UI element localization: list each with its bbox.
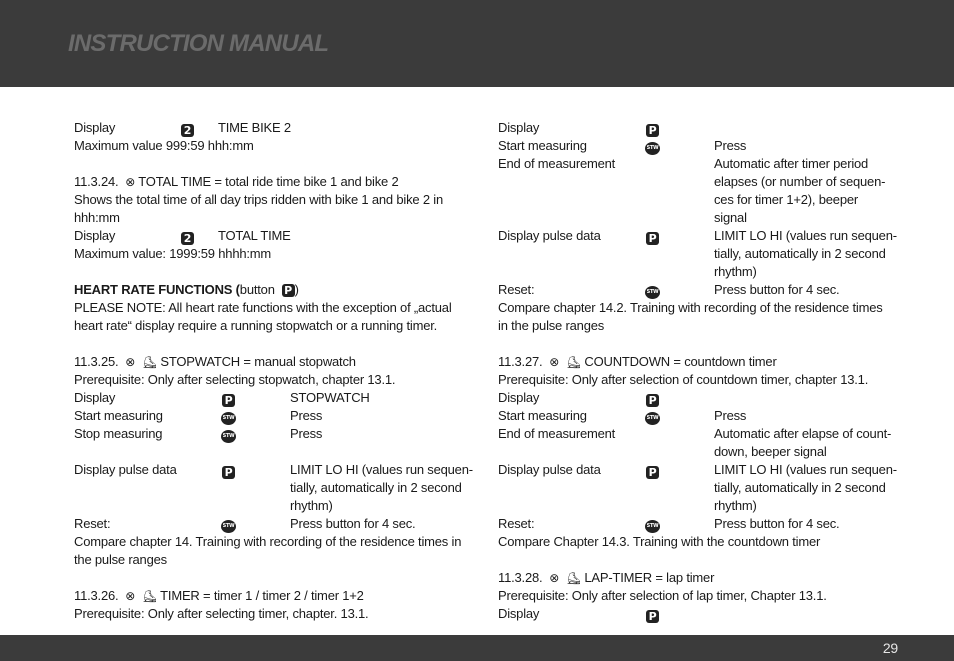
timer-pulse-row: Display pulse data P LIMIT LO HI (values run sequen- tially, automatically in 2 second rhythm): [498, 228, 897, 279]
countdown-end-row: End of measurement Automatic after elapse of count- down, beeper signal: [498, 426, 892, 459]
right-column: Display P Start measuring STW Press End of measurement Automatic after timer period elapses (or number of sequen- ces for timer 1+2), beeper signal Display pulse data P LIMIT LO HI (values run sequen- tially, automatically in 2 second rhythm) Reset: STW Press button for 4 sec. Compare chapter 14.2. Training with recording of the residence times in the pulse ranges 11.3.27. ⊗ ⛸ COUNTDOWN = countdown timer Prerequisite: Only after selection of countdown timer, chapter 13.1. Display P Start measuring STW Press End of measurement Automatic after elapse of count- down, beeper signal Display pulse data P LIMIT LO HI (values run sequen- tially, automatically in 2 second rhythm) Reset: STW Press button for 4 sec. Compare Chapter 14.3. Training with the countdown timer 11.3.28. ⊗ ⛸ LAP-TIMER = lap timer Prerequisite: Only after selection of lap timer, Chapter 13.1. Display P: [498, 120, 897, 624]
pulse-icon: P: [282, 284, 295, 297]
stw-icon: STW: [645, 410, 660, 425]
countdown-display-row: Display P: [498, 389, 898, 407]
stopwatch-display-row: Display P STOPWATCH: [74, 390, 370, 408]
clock-icon: ⊗: [549, 571, 560, 585]
stw-icon: STW: [221, 410, 236, 425]
display-bike2-row: Display 2 TIME BIKE 2: [74, 120, 291, 138]
pulse-icon: P: [646, 608, 659, 623]
shoe-icon: ⛸: [141, 589, 157, 603]
stopwatch-stop-row: Stop measuring STW Press: [74, 425, 474, 443]
clock-icon: ⊗: [125, 175, 136, 189]
timer-display-row: Display P: [498, 119, 898, 137]
page-number: 29: [882, 640, 898, 656]
bike2-icon: 2: [181, 122, 194, 137]
shoe-icon: ⛸: [565, 571, 581, 585]
pulse-icon: P: [222, 392, 235, 407]
stw-icon: STW: [645, 140, 660, 155]
section-11-3-28: 11.3.28. ⊗ ⛸ LAP-TIMER = lap timer: [498, 570, 715, 585]
section-11-3-27: 11.3.27. ⊗ ⛸ COUNTDOWN = countdown timer: [498, 354, 777, 369]
countdown-pulse-row: Display pulse data P LIMIT LO HI (values run sequen- tially, automatically in 2 second rhythm): [498, 462, 897, 513]
stopwatch-reset-row: Reset: STW Press button for 4 sec.: [74, 515, 474, 533]
pulse-icon: P: [646, 464, 659, 479]
pulse-icon: P: [646, 122, 659, 137]
bike2-icon: 2: [181, 230, 194, 245]
left-column: Display 2 TIME BIKE 2 Maximum value 999:59 hhh:mm 11.3.24. ⊗ TOTAL TIME = total ride time bike 1 and bike 2 Shows the total time of all day trips ridden with bike 1 and bike 2 in hhh:mm Display 2 TOTAL TIME Maximum value: 1999:59 hhhh:mm HEART RATE FUNCTIONS (button P ) PLEASE NOTE: All heart rate functions with the exception of „actual heart rate“ display require a running stopwatch or a running timer. 11.3.25. ⊗ ⛸ STOPWATCH = manual stopwatch Prerequisite: Only after selecting stopwatch, chapter 13.1. Display P STOPWATCH Start measuring STW Press Stop measuring STW Press Display pulse data P LIMIT LO HI (values run sequen- tially, automatically in 2 second rhythm) Reset: STW Press button for 4 sec. Compare chapter 14. Training with recording of the residence times in the pulse ranges 11.3.26. ⊗ ⛸ TIMER = timer 1 / timer 2 / timer 1+2 Prerequisite: Only after selecting timer, chapter. 13.1.: [74, 120, 473, 621]
shoe-icon: ⛸: [565, 355, 581, 369]
countdown-start-row: Start measuring STW Press: [498, 407, 898, 425]
pulse-icon: P: [646, 392, 659, 407]
manual-title: INSTRUCTION MANUAL: [68, 30, 329, 57]
clock-icon: ⊗: [125, 355, 136, 369]
stw-icon: STW: [645, 518, 660, 533]
section-11-3-26: 11.3.26. ⊗ ⛸ TIMER = timer 1 / timer 2 / timer 1+2: [74, 588, 364, 603]
page-header: [0, 0, 954, 87]
stopwatch-start-row: Start measuring STW Press: [74, 407, 474, 425]
heart-rate-heading: HEART RATE FUNCTIONS (button P ): [74, 282, 299, 298]
timer-end-row: End of measurement Automatic after timer period elapses (or number of sequen- ces for timer 1+2), beeper signal: [498, 156, 886, 225]
stw-icon: STW: [221, 428, 236, 443]
section-11-3-24: 11.3.24. ⊗ TOTAL TIME = total ride time bike 1 and bike 2: [74, 174, 399, 189]
timer-start-row: Start measuring STW Press: [498, 137, 898, 155]
lap-display-row: Display P: [498, 605, 898, 623]
pulse-icon: P: [646, 230, 659, 245]
clock-icon: ⊗: [125, 589, 136, 603]
countdown-reset-row: Reset: STW Press button for 4 sec.: [498, 515, 898, 533]
max-value-text: Maximum value 999:59 hhh:mm: [74, 138, 254, 153]
stopwatch-pulse-row: Display pulse data P LIMIT LO HI (values run sequen- tially, automatically in 2 second rhythm): [74, 462, 473, 513]
section-11-3-25: 11.3.25. ⊗ ⛸ STOPWATCH = manual stopwatch: [74, 354, 356, 369]
timer-reset-row: Reset: STW Press button for 4 sec.: [498, 281, 898, 299]
clock-icon: ⊗: [549, 355, 560, 369]
stw-icon: STW: [645, 284, 660, 299]
stw-icon: STW: [221, 518, 236, 533]
shoe-icon: ⛸: [141, 355, 157, 369]
page-footer: [0, 635, 954, 661]
display-total-row: Display 2 TOTAL TIME: [74, 228, 291, 246]
pulse-icon: P: [222, 464, 235, 479]
